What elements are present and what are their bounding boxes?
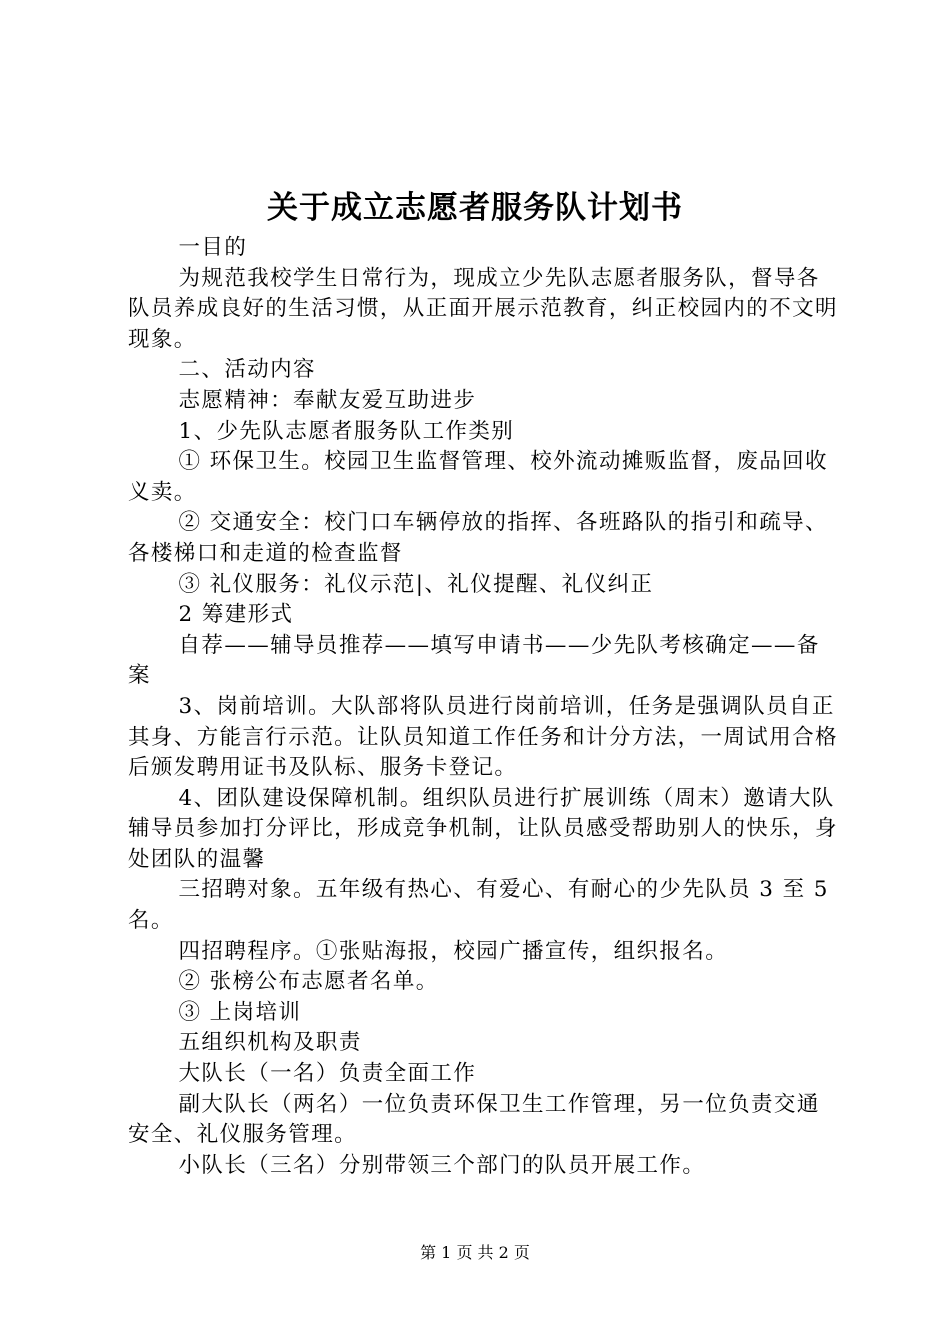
paragraph: 自荐——辅导员推荐——填写申请书——少先队考核确定——备案 xyxy=(128,632,820,689)
paragraph: ③ 上岗培训 xyxy=(178,999,302,1025)
paragraph: 1、少先队志愿者服务队工作类别 xyxy=(178,418,515,444)
paragraph: ② 张榜公布志愿者名单。 xyxy=(178,969,439,995)
paragraph: 志愿精神：奉献友爱互助进步 xyxy=(178,387,477,413)
paragraph: 三招聘对象。五年级有热心、有爱心、有耐心的少先队员 3 至 5 名。 xyxy=(128,877,829,934)
paragraph: 大队长（一名）负责全面工作 xyxy=(178,1061,477,1087)
paragraph: 小队长（三名）分别带领三个部门的队员开展工作。 xyxy=(178,1152,706,1178)
document-title: 关于成立志愿者服务队计划书 xyxy=(267,190,683,226)
page-footer: 第 1 页 共 2 页 xyxy=(420,1243,530,1262)
paragraph: 副大队长（两名）一位负责环保卫生工作管理，另一位负责交通安全、礼仪服务管理。 xyxy=(128,1091,820,1148)
paragraph: 为规范我校学生日常行为，现成立少先队志愿者服务队，督导各队员养成良好的生活习惯，从正面开展示范教育，纠正校园内的不文明现象。 xyxy=(128,265,838,352)
paragraph: 2 筹建形式 xyxy=(178,602,294,628)
paragraph: 二、活动内容 xyxy=(178,357,316,383)
paragraph: 4、团队建设保障机制。组织队员进行扩展训练（周末）邀请大队辅导员参加打分评比，形成竞争机制，让队员感受帮助别人的快乐，身处团队的温馨 xyxy=(128,785,838,872)
paragraph: 五组织机构及职责 xyxy=(178,1030,362,1056)
document-body xyxy=(128,233,838,1181)
paragraph: ① 环保卫生。校园卫生监督管理、校外流动摊贩监督，废品回收义卖。 xyxy=(128,449,828,505)
paragraph: 3、岗前培训。大队部将队员进行岗前培训，任务是强调队员自正其身、方能言行示范。让队员知道工作任务和计分方法，一周试用合格后颁发聘用证书及队标、服务卡登记。 xyxy=(128,693,838,781)
paragraph: ③ 礼仪服务：礼仪示范|、礼仪提醒、礼仪纠正 xyxy=(178,571,654,597)
paragraph: 四招聘程序。①张贴海报，校园广播宣传，组织报名。 xyxy=(178,938,729,964)
paragraph: ② 交通安全：校门口车辆停放的指挥、各班路队的指引和疏导、各楼梯口和走道的检查监督 xyxy=(128,510,828,566)
paragraph: 一目的 xyxy=(178,235,248,260)
